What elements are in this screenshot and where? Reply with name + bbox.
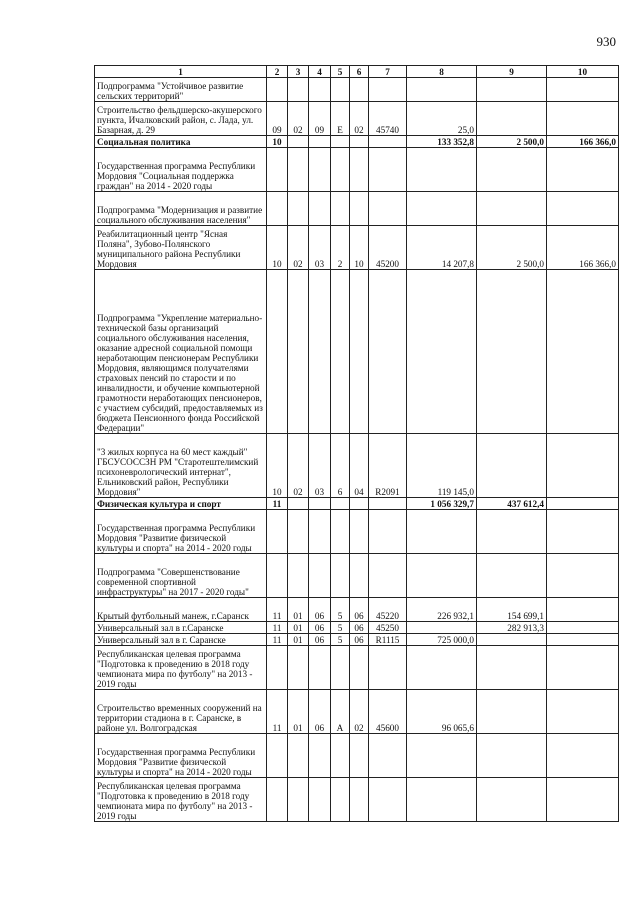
amount-cell — [477, 270, 547, 434]
code-cell: 2 — [331, 226, 350, 270]
amount-cell — [547, 554, 619, 598]
header-cell: 1 — [95, 66, 267, 78]
code-cell: 06 — [309, 598, 331, 622]
amount-cell: 437 612,4 — [477, 498, 547, 510]
code-cell — [350, 646, 369, 690]
amount-cell — [547, 734, 619, 778]
header-cell: 2 — [267, 66, 288, 78]
code-cell — [267, 78, 288, 102]
code-cell: 06 — [350, 622, 369, 634]
amount-cell — [477, 510, 547, 554]
amount-cell: 119 145,0 — [407, 434, 477, 498]
amount-cell: 725 000,0 — [407, 634, 477, 646]
amount-cell — [477, 778, 547, 822]
code-cell: 02 — [350, 690, 369, 734]
code-cell — [267, 554, 288, 598]
code-cell — [331, 136, 350, 148]
table-row — [95, 634, 619, 646]
code-cell — [288, 78, 309, 102]
amount-cell: 226 932,1 — [407, 598, 477, 622]
code-cell: А — [331, 690, 350, 734]
row-name-cell: Универсальный зал в г.Саранске — [95, 622, 267, 634]
row-name-cell: Подпрограмма "Совершенствование современной спортивной инфраструктуры" на 2017 - 2020 годы" — [95, 554, 267, 598]
amount-cell: 154 699,1 — [477, 598, 547, 622]
code-cell — [288, 148, 309, 192]
amount-cell: 282 913,3 — [477, 622, 547, 634]
code-cell: 06 — [350, 598, 369, 622]
code-cell — [369, 778, 407, 822]
header-cell: 5 — [331, 66, 350, 78]
code-cell — [288, 192, 309, 226]
header-cell: 8 — [407, 66, 477, 78]
table-row — [95, 734, 619, 778]
code-cell: 45740 — [369, 102, 407, 136]
amount-cell — [547, 634, 619, 646]
code-cell — [331, 554, 350, 598]
code-cell — [369, 136, 407, 148]
code-cell — [331, 192, 350, 226]
row-name-cell: Республиканская целевая программа "Подготовка к проведению в 2018 году чемпионата мира по футболу" на 2013 - 2019 годы — [95, 778, 267, 822]
table-row — [95, 434, 619, 498]
code-cell — [350, 148, 369, 192]
table-row — [95, 646, 619, 690]
code-cell: 11 — [267, 622, 288, 634]
code-cell — [288, 646, 309, 690]
code-cell: 06 — [309, 622, 331, 634]
code-cell: 02 — [288, 102, 309, 136]
page-number: 930 — [596, 34, 616, 49]
code-cell: R2091 — [369, 434, 407, 498]
code-cell — [331, 78, 350, 102]
code-cell — [267, 192, 288, 226]
code-cell — [331, 148, 350, 192]
row-name-cell: Универсальный зал в г. Саранске — [95, 634, 267, 646]
code-cell — [331, 510, 350, 554]
code-cell: Е — [331, 102, 350, 136]
code-cell — [309, 192, 331, 226]
amount-cell — [407, 554, 477, 598]
row-name-cell: Подпрограмма "Модернизация и развитие социального обслуживания населения" — [95, 192, 267, 226]
amount-cell: 166 366,0 — [547, 226, 619, 270]
amount-cell — [407, 148, 477, 192]
code-cell — [350, 778, 369, 822]
row-name-cell: Государственная программа Республики Мордовия "Развитие физической культуры и спорта" на 2014 - 2020 годы — [95, 734, 267, 778]
code-cell — [350, 510, 369, 554]
code-cell: 03 — [309, 226, 331, 270]
code-cell — [288, 734, 309, 778]
code-cell — [331, 270, 350, 434]
table-row — [95, 102, 619, 136]
amount-cell — [547, 646, 619, 690]
code-cell: 06 — [309, 690, 331, 734]
table-row — [95, 622, 619, 634]
row-name-cell: Подпрограмма "Устойчивое развитие сельских территорий" — [95, 78, 267, 102]
amount-cell — [477, 102, 547, 136]
row-name-cell: Крытый футбольный манеж, г.Саранск — [95, 598, 267, 622]
amount-cell — [547, 192, 619, 226]
table-row — [95, 598, 619, 622]
code-cell — [350, 192, 369, 226]
amount-cell — [547, 510, 619, 554]
code-cell — [309, 270, 331, 434]
code-cell: 01 — [288, 622, 309, 634]
code-cell — [369, 554, 407, 598]
amount-cell — [477, 192, 547, 226]
code-cell — [369, 78, 407, 102]
code-cell — [288, 778, 309, 822]
code-cell: 01 — [288, 634, 309, 646]
amount-cell — [407, 510, 477, 554]
amount-cell — [407, 78, 477, 102]
code-cell: 03 — [309, 434, 331, 498]
code-cell: 02 — [288, 434, 309, 498]
table-row — [95, 510, 619, 554]
code-cell — [288, 554, 309, 598]
amount-cell — [477, 646, 547, 690]
header-cell: 4 — [309, 66, 331, 78]
code-cell — [331, 498, 350, 510]
row-name-cell: Государственная программа Республики Мордовия "Социальная поддержка граждан" на 2014 - 2020 годы — [95, 148, 267, 192]
code-cell — [309, 136, 331, 148]
code-cell — [267, 270, 288, 434]
row-name-cell: Подпрограмма "Укрепление материально-технической базы организаций социального обслуживания населения, оказание адресной социальной помощи неработающим пенсионерам Республики Мордовия, являющимся получателями страховых пенсий по старости и по инвалидности, и обучение компьютерной грамотности неработающих пенсионеров, с участием субсидий, предоставляемых из бюджета Пенсионного фонда Российской Федерации" — [95, 270, 267, 434]
amount-cell: 2 500,0 — [477, 136, 547, 148]
amount-cell — [477, 434, 547, 498]
code-cell: R1115 — [369, 634, 407, 646]
code-cell — [309, 498, 331, 510]
row-name-cell: Государственная программа Республики Мордовия "Развитие физической культуры и спорта" на 2014 - 2020 годы — [95, 510, 267, 554]
row-name-cell: Социальная политика — [95, 136, 267, 148]
row-name-cell: Строительство временных сооружений на территории стадиона в г. Саранске, в районе ул. Волгоградская — [95, 690, 267, 734]
row-name-cell: "3 жилых корпуса на 60 мест каждый" ГБСУСОССЗН РМ "Старотештелимский психоневрологический интернат", Ельниковский район, Республики Мордовия" — [95, 434, 267, 498]
amount-cell: 25,0 — [407, 102, 477, 136]
amount-cell — [547, 690, 619, 734]
code-cell: 01 — [288, 598, 309, 622]
amount-cell: 2 500,0 — [477, 226, 547, 270]
row-name-cell: Республиканская целевая программа "Подготовка к проведению в 2018 году чемпионата мира по футболу" на 2013 - 2019 годы — [95, 646, 267, 690]
amount-cell — [547, 102, 619, 136]
code-cell: 10 — [267, 434, 288, 498]
table-row — [95, 192, 619, 226]
code-cell — [267, 646, 288, 690]
code-cell — [309, 734, 331, 778]
amount-cell: 133 352,8 — [407, 136, 477, 148]
code-cell: 10 — [267, 136, 288, 148]
code-cell — [288, 498, 309, 510]
code-cell — [369, 646, 407, 690]
code-cell — [309, 554, 331, 598]
amount-cell — [547, 434, 619, 498]
code-cell — [331, 734, 350, 778]
code-cell: 06 — [309, 634, 331, 646]
amount-cell — [407, 734, 477, 778]
code-cell — [309, 510, 331, 554]
amount-cell: 1 056 329,7 — [407, 498, 477, 510]
code-cell: 11 — [267, 690, 288, 734]
code-cell — [267, 734, 288, 778]
code-cell — [350, 498, 369, 510]
code-cell — [369, 734, 407, 778]
code-cell — [309, 646, 331, 690]
code-cell: 11 — [267, 498, 288, 510]
table-row — [95, 226, 619, 270]
code-cell: 45250 — [369, 622, 407, 634]
amount-cell — [547, 622, 619, 634]
code-cell: 11 — [267, 634, 288, 646]
table-row — [95, 270, 619, 434]
code-cell — [267, 778, 288, 822]
amount-cell — [477, 554, 547, 598]
code-cell: 01 — [288, 690, 309, 734]
amount-cell — [547, 78, 619, 102]
code-cell: 11 — [267, 598, 288, 622]
code-cell — [331, 778, 350, 822]
code-cell: 09 — [309, 102, 331, 136]
amount-cell — [547, 598, 619, 622]
table-row — [95, 778, 619, 822]
code-cell: 5 — [331, 634, 350, 646]
header-cell: 10 — [547, 66, 619, 78]
code-cell: 09 — [267, 102, 288, 136]
code-cell — [369, 510, 407, 554]
code-cell — [369, 192, 407, 226]
code-cell: 5 — [331, 622, 350, 634]
code-cell — [369, 498, 407, 510]
header-cell: 3 — [288, 66, 309, 78]
amount-cell — [477, 690, 547, 734]
amount-cell — [407, 778, 477, 822]
code-cell: 02 — [350, 102, 369, 136]
amount-cell — [547, 148, 619, 192]
amount-cell: 166 366,0 — [547, 136, 619, 148]
header-cell: 7 — [369, 66, 407, 78]
table-row — [95, 148, 619, 192]
code-cell — [288, 136, 309, 148]
header-cell: 9 — [477, 66, 547, 78]
budget-table — [94, 65, 619, 822]
amount-cell — [407, 192, 477, 226]
amount-cell — [547, 498, 619, 510]
amount-cell — [477, 734, 547, 778]
amount-cell — [477, 634, 547, 646]
code-cell: 45600 — [369, 690, 407, 734]
code-cell — [350, 78, 369, 102]
code-cell: 02 — [288, 226, 309, 270]
amount-cell — [477, 78, 547, 102]
code-cell: 6 — [331, 434, 350, 498]
code-cell: 04 — [350, 434, 369, 498]
amount-cell — [477, 148, 547, 192]
code-cell — [369, 148, 407, 192]
row-name-cell: Строительство фельдшерско-акушерского пункта, Ичалковский район, с. Лада, ул. Базарная, д. 29 — [95, 102, 267, 136]
code-cell — [267, 148, 288, 192]
code-cell: 45220 — [369, 598, 407, 622]
code-cell: 06 — [350, 634, 369, 646]
amount-cell — [547, 778, 619, 822]
code-cell — [350, 270, 369, 434]
header-cell: 6 — [350, 66, 369, 78]
row-name-cell: Физическая культура и спорт — [95, 498, 267, 510]
code-cell — [309, 148, 331, 192]
code-cell — [288, 270, 309, 434]
code-cell: 10 — [350, 226, 369, 270]
code-cell: 45200 — [369, 226, 407, 270]
amount-cell: 14 207,8 — [407, 226, 477, 270]
amount-cell — [407, 622, 477, 634]
header-row — [95, 66, 619, 78]
code-cell — [309, 778, 331, 822]
row-name-cell: Реабилитационный центр "Ясная Поляна", Зубово-Полянского муниципального района Республики Мордовия — [95, 226, 267, 270]
amount-cell — [407, 270, 477, 434]
amount-cell — [547, 270, 619, 434]
code-cell — [350, 734, 369, 778]
code-cell: 10 — [267, 226, 288, 270]
table-row — [95, 498, 619, 510]
code-cell — [369, 270, 407, 434]
code-cell — [288, 510, 309, 554]
code-cell: 5 — [331, 598, 350, 622]
table-row — [95, 136, 619, 148]
amount-cell — [407, 646, 477, 690]
table-row — [95, 78, 619, 102]
code-cell — [331, 646, 350, 690]
table-row — [95, 554, 619, 598]
amount-cell: 96 065,6 — [407, 690, 477, 734]
table-row — [95, 690, 619, 734]
code-cell — [309, 78, 331, 102]
code-cell — [267, 510, 288, 554]
code-cell — [350, 554, 369, 598]
code-cell — [350, 136, 369, 148]
